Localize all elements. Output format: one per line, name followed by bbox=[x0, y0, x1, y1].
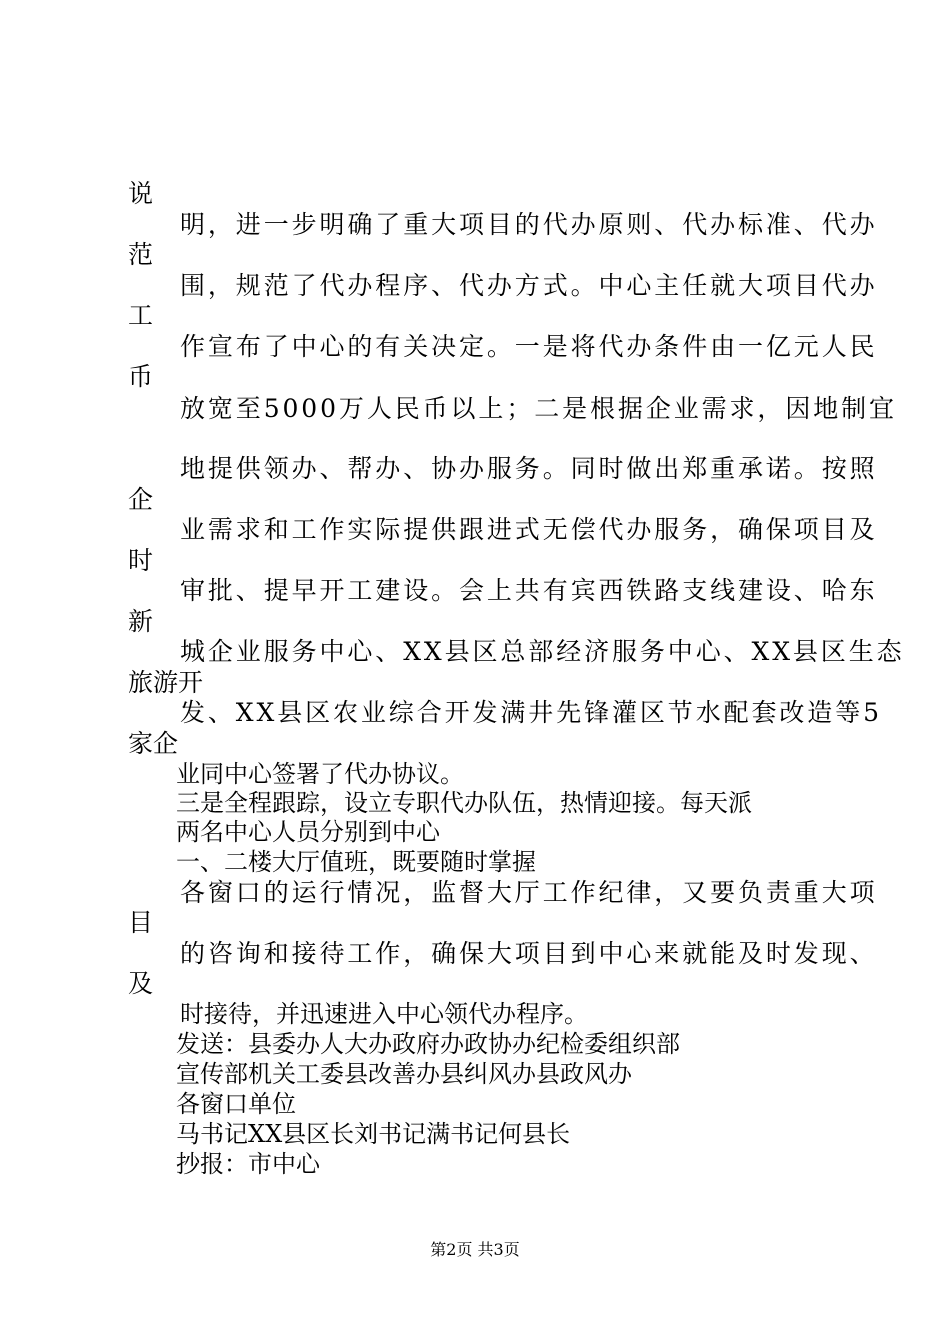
text-line: 地提供领办、帮办、协办服务。同时做出郑重承诺。按照 bbox=[180, 454, 878, 483]
text-line: 宣传部机关工委县改善办县纠风办县政风办 bbox=[176, 1060, 632, 1088]
text-line: 各窗口单位 bbox=[176, 1090, 296, 1118]
text-line: 马书记XX县区长刘书记满书记何县长 bbox=[176, 1120, 571, 1148]
text-line: 企 bbox=[128, 485, 154, 514]
text-line: 发、XX县区农业综合开发满井先锋灌区节水配套改造等5 bbox=[180, 698, 882, 727]
text-line: 放宽至5000万人民币以上；二是根据企业需求，因地制宜 bbox=[180, 394, 897, 423]
text-line: 旅游开 bbox=[128, 668, 204, 697]
text-line: 业同中心签署了代办协议。 bbox=[176, 760, 464, 788]
text-line: 明，进一步明确了重大项目的代办原则、代办标准、代办 bbox=[180, 210, 878, 239]
text-line: 城企业服务中心、XX县区总部经济服务中心、XX县区生态 bbox=[180, 637, 905, 666]
text-line: 家企 bbox=[128, 729, 179, 758]
text-line: 三是全程跟踪，设立专职代办队伍，热情迎接。每天派 bbox=[176, 789, 752, 817]
text-line: 新 bbox=[128, 607, 154, 636]
text-line: 发送：县委办人大办政府办政协办纪检委组织部 bbox=[176, 1030, 680, 1058]
text-line: 各窗口的运行情况，监督大厅工作纪律，又要负责重大项 bbox=[180, 878, 878, 907]
text-line: 时 bbox=[128, 546, 154, 575]
text-line: 币 bbox=[128, 362, 154, 391]
text-line: 围，规范了代办程序、代办方式。中心主任就大项目代办 bbox=[180, 271, 878, 300]
text-line: 一、二楼大厅值班，既要随时掌握 bbox=[176, 848, 536, 876]
text-line: 作宣布了中心的有关决定。一是将代办条件由一亿元人民 bbox=[180, 332, 878, 361]
text-line: 两名中心人员分别到中心 bbox=[176, 818, 440, 846]
text-line: 时接待，并迅速进入中心领代办程序。 bbox=[180, 1000, 588, 1028]
text-line: 说 bbox=[128, 179, 154, 208]
text-line: 及 bbox=[128, 969, 154, 998]
text-line: 的咨询和接待工作，确保大项目到中心来就能及时发现、 bbox=[180, 939, 878, 968]
text-line: 目 bbox=[128, 908, 154, 937]
text-line: 审批、提早开工建设。会上共有宾西铁路支线建设、哈东 bbox=[180, 576, 878, 605]
text-line: 抄报：市中心 bbox=[176, 1150, 320, 1178]
text-line: 工 bbox=[128, 301, 154, 330]
text-line: 范 bbox=[128, 240, 154, 269]
page-number-footer: 第2页 共3页 bbox=[430, 1240, 520, 1259]
text-line: 业需求和工作实际提供跟进式无偿代办服务，确保项目及 bbox=[180, 515, 878, 544]
